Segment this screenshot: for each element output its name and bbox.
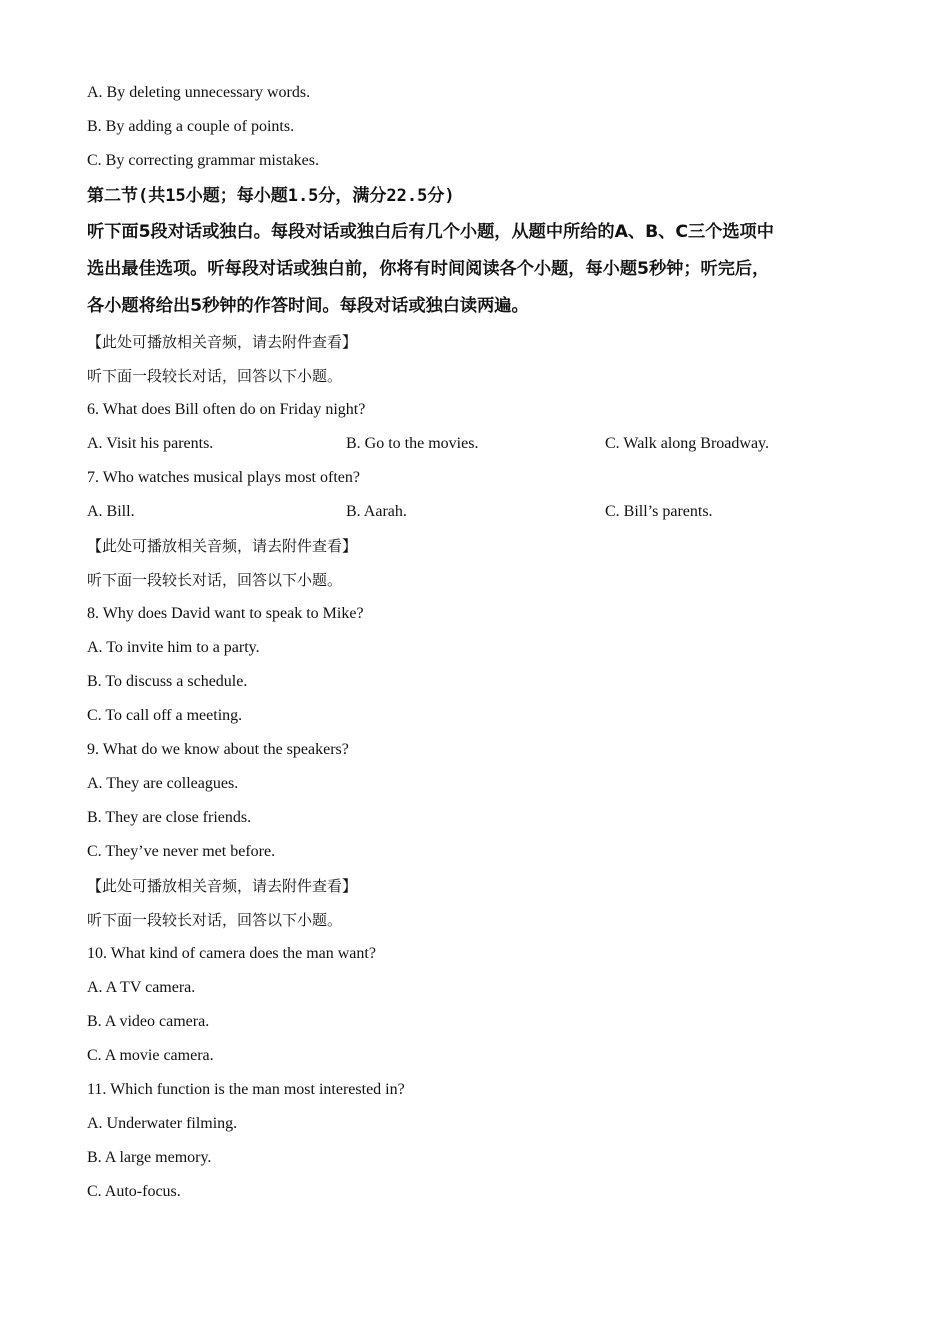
option-c: C. To call off a meeting. [87,707,243,724]
instruction-line-1: 听下面5段对话或独白。每段对话或独白后有几个小题，从题中所给的A、B、C三个选项中 [87,222,774,242]
question-7: 7. Who watches musical plays most often? [87,469,360,486]
option-a: A. Bill. [87,503,135,520]
option-c: C. Bill’s parents. [605,503,713,520]
dialogue-prompt: 听下面一段较长对话，回答以下小题。 [87,571,343,589]
option-c: C. A movie camera. [87,1047,214,1064]
option-b: B. A large memory. [87,1149,212,1166]
dialogue-prompt: 听下面一段较长对话，回答以下小题。 [87,367,343,385]
instruction-line-3: 各小题将给出5秒钟的作答时间。每段对话或独白读两遍。 [87,296,529,316]
option-b: B. By adding a couple of points. [87,118,295,135]
audio-note: 【此处可播放相关音频，请去附件查看】 [87,877,358,895]
dialogue-prompt: 听下面一段较长对话，回答以下小题。 [87,911,343,929]
option-a: A. To invite him to a party. [87,639,260,656]
question-6: 6. What does Bill often do on Friday night? [87,401,366,418]
option-c: C. Auto-focus. [87,1183,181,1200]
option-b: B. Go to the movies. [346,435,479,452]
option-c: C. They’ve never met before. [87,843,276,860]
option-c: C. By correcting grammar mistakes. [87,152,319,169]
question-8: 8. Why does David want to speak to Mike? [87,605,364,622]
question-9: 9. What do we know about the speakers? [87,741,349,758]
document-page [87,76,867,1209]
option-b: B. A video camera. [87,1013,210,1030]
instruction-line-2: 选出最佳选项。听每段对话或独白前，你将有时间阅读各个小题，每小题5秒钟；听完后， [87,259,770,279]
option-a: A. Visit his parents. [87,435,214,452]
option-a: A. Underwater filming. [87,1115,238,1132]
option-c: C. Walk along Broadway. [605,435,770,452]
audio-note: 【此处可播放相关音频，请去附件查看】 [87,537,358,555]
option-b: B. Aarah. [346,503,407,520]
audio-note: 【此处可播放相关音频，请去附件查看】 [87,333,358,351]
option-a: A. They are colleagues. [87,775,239,792]
question-7-options [87,495,867,529]
option-b: B. They are close friends. [87,809,252,826]
question-11: 11. Which function is the man most interested in? [87,1081,405,1098]
question-6-options [87,427,867,461]
section-heading: 第二节(共15小题；每小题1.5分，满分22.5分) [87,186,455,206]
option-a: A. By deleting unnecessary words. [87,84,311,101]
question-10: 10. What kind of camera does the man want? [87,945,376,962]
option-a: A. A TV camera. [87,979,196,996]
option-b: B. To discuss a schedule. [87,673,248,690]
